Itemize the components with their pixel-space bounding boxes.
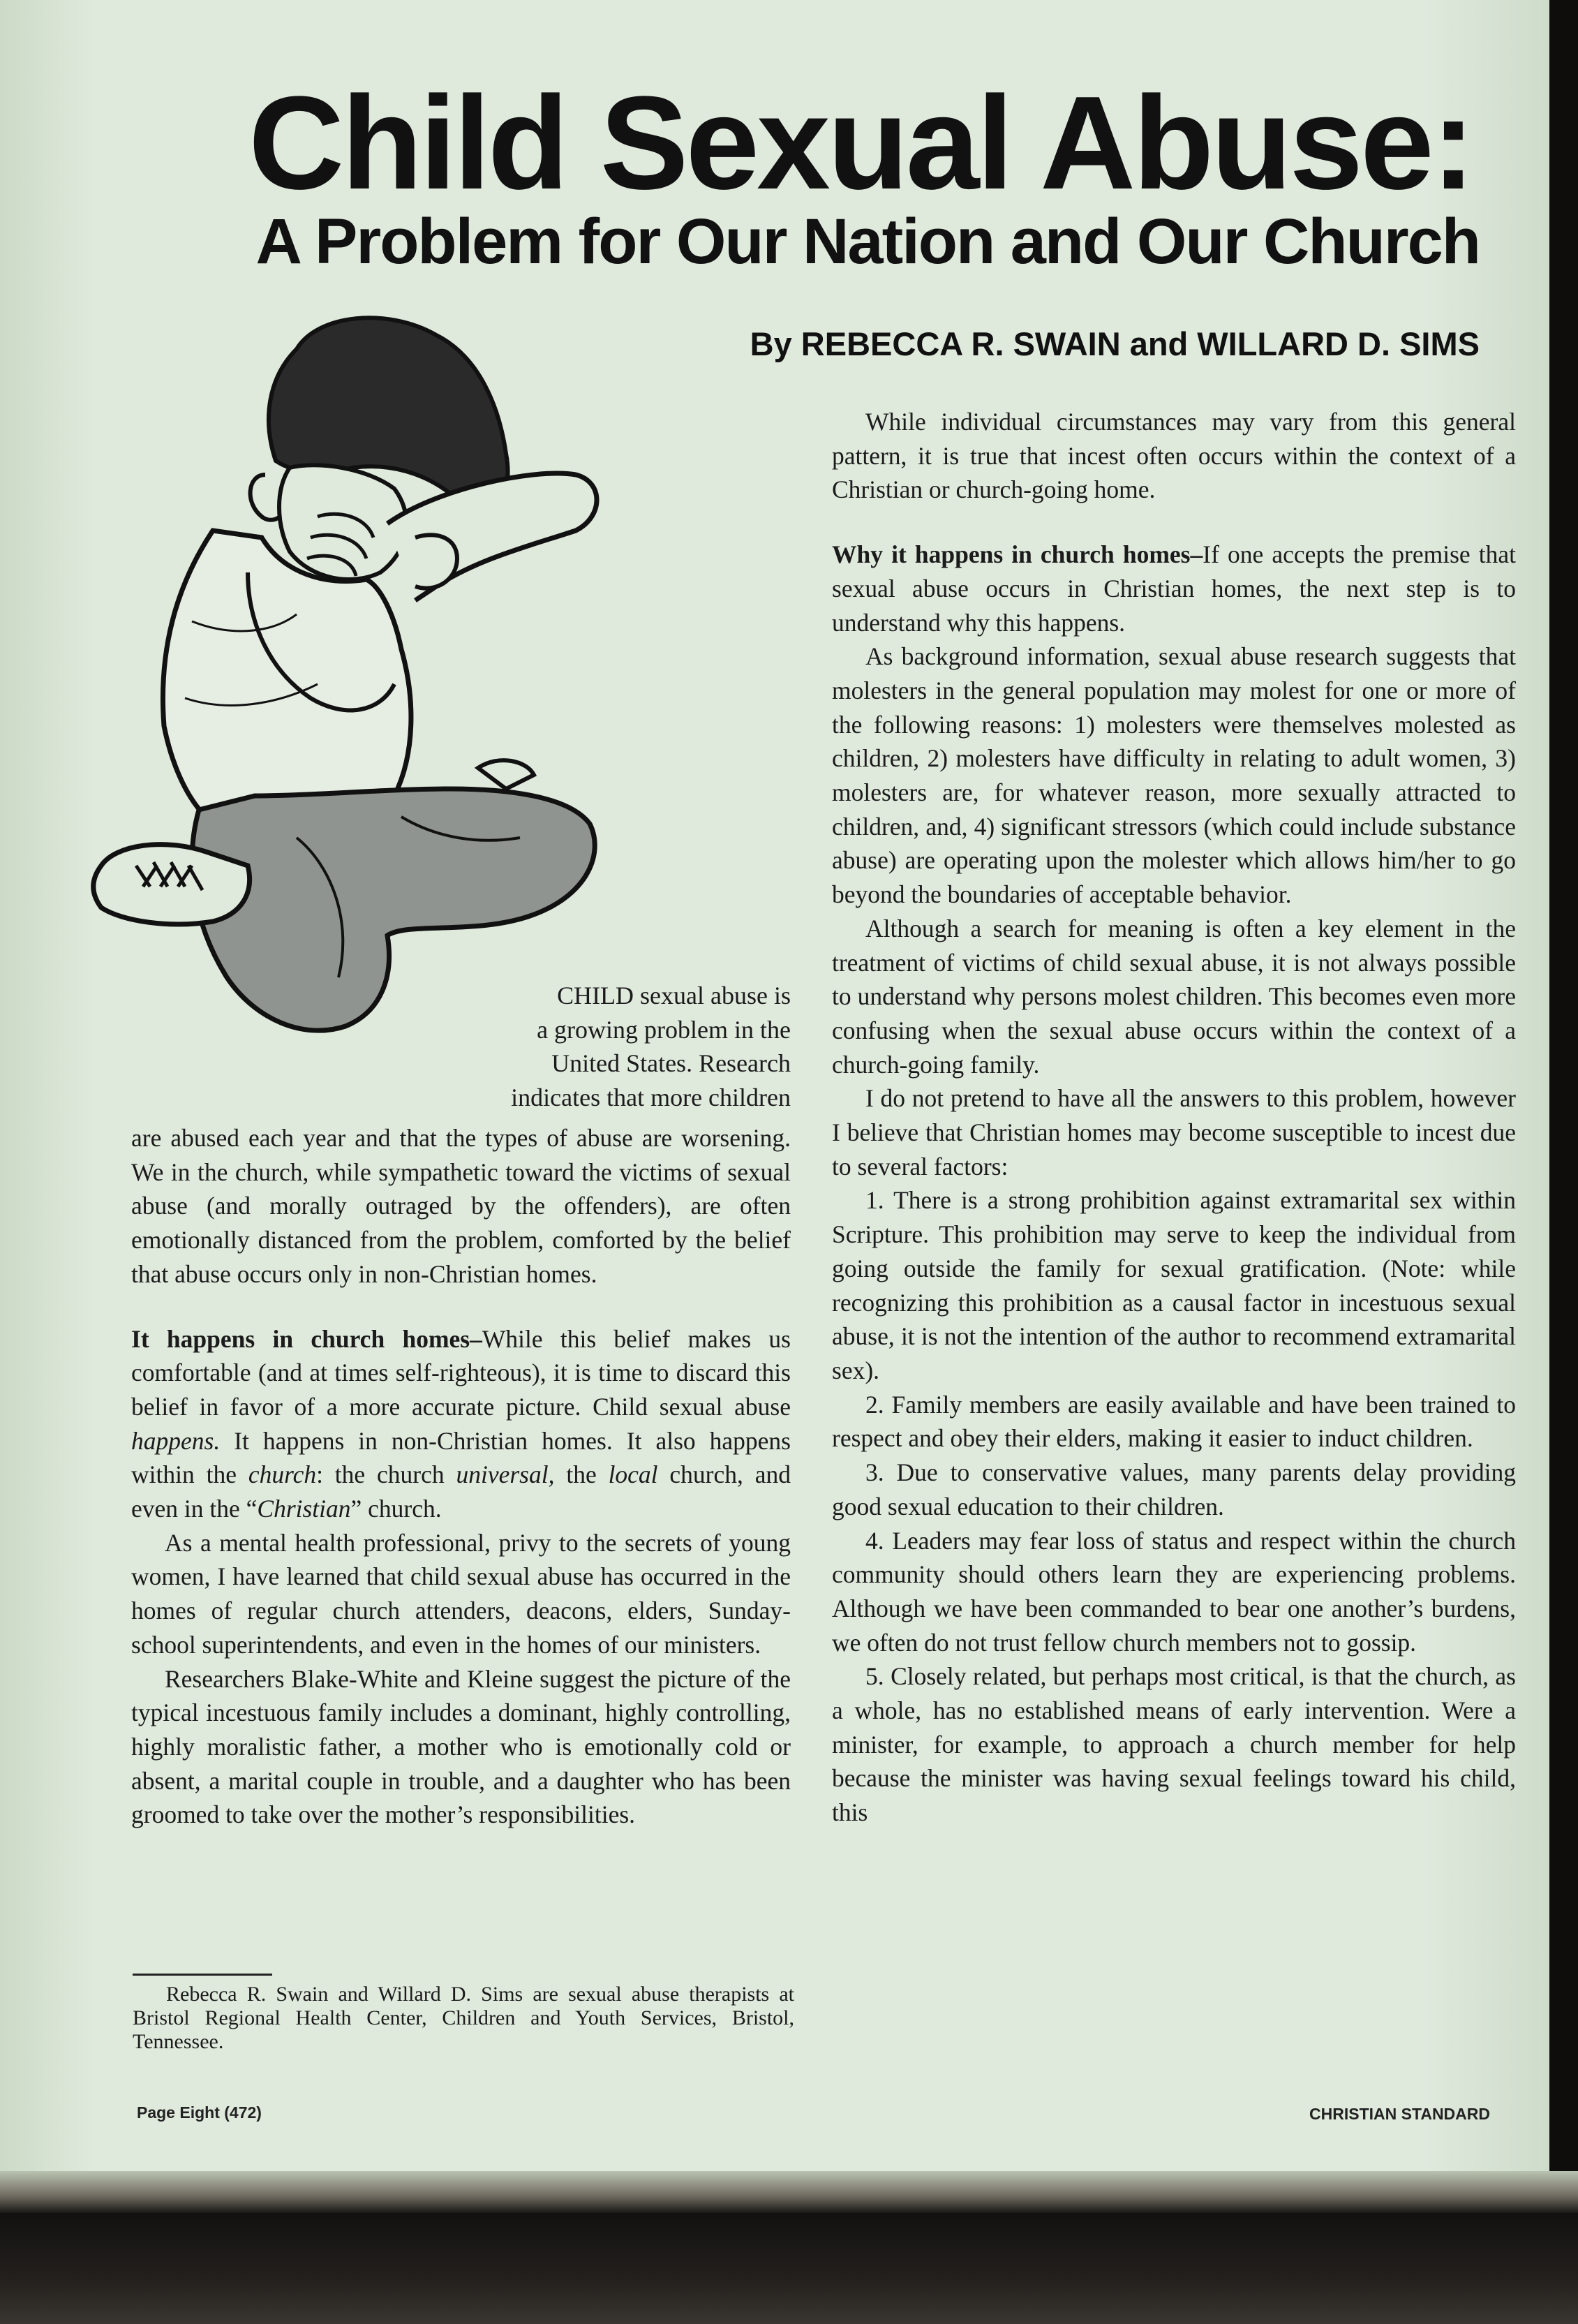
list-item: 5. Closely related, but perhaps most critical, is that the church, as a whole, has no established means of early intervention. Were a minister, for example, to approach a church member for help because the minister was having sexual feelings toward his child, this [832, 1662, 1516, 1827]
page-number: Page Eight (472) [137, 2103, 262, 2122]
dark-background [0, 2213, 1578, 2324]
list-item: 1. There is a strong prohibition against extramarital sex within Scripture. This prohibition may serve to keep the individual from going outside the family for sexual gratification. (Note: while recognizing this prohibition as a causal factor in incestuous sexual abuse, it is not the intention of the author to recommend extramarital sex). [832, 1186, 1516, 1384]
footnote-rule [133, 1974, 272, 1976]
article-title: Child Sexual Abuse: [248, 69, 1473, 217]
paragraph: Researchers Blake-White and Kleine suggest the picture of the typical incestuous family includes a dominant, highly controlling, highly moralistic father, a mother who is emotionally cold or absent, a marital couple in trouble, and a daughter who has been groomed to take over the mother’s responsibilities. [131, 1664, 791, 1829]
paragraph: Why it happens in church homes–If one accepts the premise that sexual abuse occurs in Christian homes, the next step is to understand why this happens. [832, 540, 1516, 637]
kneeling-crying-child-illustration [87, 307, 736, 1089]
paragraph: I do not pretend to have all the answers to this problem, however I believe that Christian homes may become susceptible to incest due to several factors: [832, 1084, 1516, 1180]
article-byline: By REBECCA R. SWAIN and WILLARD D. SIMS [750, 325, 1480, 362]
author-footnote: Rebecca R. Swain and Willard D. Sims are sexual abuse therapists at Bristol Regional Health Center, Children and Youth Services, Bristol, Tennessee. [133, 1983, 794, 2053]
section-heading: It happens in church homes– [131, 1324, 482, 1353]
right-column [832, 405, 1516, 1830]
publication-name: CHRISTIAN STANDARD [1309, 2105, 1490, 2123]
list-item: 2. Family members are easily available and have been trained to respect and obey their elders, making it easier to induct children. [832, 1390, 1516, 1453]
intro-line: CHILD sexual abuse is [557, 982, 791, 1009]
page-edge-shadow [0, 2171, 1578, 2213]
article-subtitle: A Problem for Our Nation and Our Church [255, 206, 1480, 277]
paragraph: As a mental health professional, privy to the secrets of young women, I have learned that child sexual abuse has occurred in the homes of regular church attenders, deacons, elders, Sunday-school superintendents, and even in the homes of our ministers. [131, 1528, 791, 1659]
left-column [131, 1121, 791, 1832]
intro-paragraph [443, 979, 791, 1115]
paragraph: As background information, sexual abuse research suggests that molesters in the general population may molest for one or more of the following reasons: 1) molesters were themselves molested as children, 2) molesters have difficulty in relating to adult women, 3) molesters are, for whatever reason, more sexually attracted to children, and, 4) significant stressors (which could include substance abuse) are operating upon the molester which allows him/her to go beyond the boundaries of acceptable behavior. [832, 642, 1516, 909]
paragraph: While individual circumstances may vary from this general pattern, it is true that incest often occurs within the context of a Christian or church-going home. [832, 408, 1516, 504]
paragraph: Although a search for meaning is often a key element in the treatment of victims of child sexual abuse, it is not always possible to understand why persons molest children. This becomes even more confusing when the sexual abuse occurs within the context of a church-going family. [832, 914, 1516, 1079]
section-heading: Why it happens in church homes– [832, 540, 1203, 569]
paragraph: are abused each year and that the types of abuse are worsening. We in the church, while sympathetic toward the victims of sexual abuse (and morally outraged by the offenders), are often emotionally distanced from the problem, comforted by the belief that abuse occurs only in non-Christian homes. [131, 1124, 791, 1288]
intro-line: United States. Research [551, 1049, 791, 1078]
list-item: 4. Leaders may fear loss of status and respect within the church community should others learn they are experiencing problems. Although we have been commanded to bear one another’s burdens, we often do not trust fellow church members not to gossip. [832, 1526, 1516, 1657]
intro-line: indicates that more children [511, 1083, 791, 1112]
paragraph: It happens in church homes–While this belief makes us comfortable (and at times self-righteous), it is time to discard this belief in favor of a more accurate picture. Child sexual abuse happens. It happens in non-Christian homes. It also happens within the church: the church universal, the local church, and even in the “Christian” church. [131, 1324, 791, 1523]
list-item: 3. Due to conservative values, many parents delay providing good sexual education to their children. [832, 1458, 1516, 1520]
intro-line: a growing problem in the [537, 1015, 791, 1044]
